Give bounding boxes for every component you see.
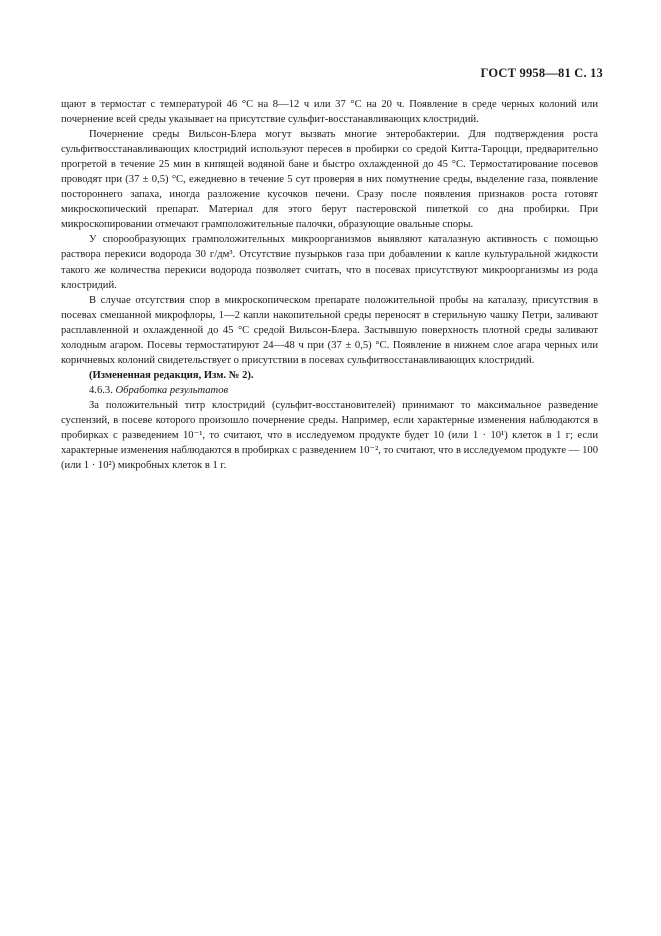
paragraph: Почернение среды Вильсон-Блера могут вызвать многие энтеробактерии. Для подтверждения роста сульфитвосстанавливающих клостридий используют пересев в пробирки со средой Китта-Тароцци, предварительно прогретой в течение 25 мин в кипящей водяной бане и быстро охлажденной до 45 °С. Термостатирование посевов проводят при (37 ± 0,5) °С, ежедневно в течение 5 сут проверяя в них помутнение среды, выделение газа, появление постороннего запаха, иногда разложение кусочков печени. Сразу после появления признаков роста готовят микроскопический препарат. Материал для этого берут пастеровской пипеткой со дна пробирки. При микроскопировании отмечают грамположительные палочки, образующие овальные споры. xyxy=(61,129,598,231)
section-heading xyxy=(61,383,598,398)
paragraph: В случае отсутствия спор в микроскопическом препарате положительной пробы на каталазу, присутствия в посевах смешанной микрофлоры, 1—2 капли накопительной среды переносят в стерильную чашку Петри, заливают расплавленной и охлажденной до 45 °С средой Вильсон-Блера. Застывшую поверхность плотной среды заливают холодным агаром. Посевы термостатируют 24—48 ч при (37 ± 0,5) °С. Появление в нижнем слое агара черных или коричневых колоний свидетельствует о присутствии в посевах сульфитвосстанавливающих клостридий. xyxy=(61,294,598,366)
document-body xyxy=(61,97,598,473)
paragraph: У спорообразующих грамположительных микроорганизмов выявляют каталазную активность с помощью раствора перекиси водорода 30 г/дм³. Отсутствие пузырьков газа при добавлении к капле культуральной жидкости такого же количества перекиси водорода позволяет считать, что в посевах присутствуют микроорганизмы из рода клостридий. xyxy=(61,234,598,291)
paragraph: щают в термостат с температурой 46 °С на 8—12 ч или 37 °С на 20 ч. Появление в среде черных колоний или почернение всей среды указывает на присутствие сульфит-восстанавливающих клостридий. xyxy=(61,99,598,126)
section-title: Обработка результатов xyxy=(115,384,229,396)
page-header: ГОСТ 9958—81 С. 13 xyxy=(480,66,603,80)
paragraph: За положительный титр клостридий (сульфит-восстановителей) принимают то максимальное разведение суспензий, в посеве которого произошло почернение среды. Например, если характерные изменения наблюдаются в пробирках с разведением 10⁻¹, то считают, что в исследуемом продукте будет 10 (или 1 · 10¹) клеток в 1 г; если характерные изменения наблюдаются в пробирках с разведением 10⁻², то считают, что в исследуемом продукте — 100 (или 1 · 10²) микробных клеток в 1 г. xyxy=(61,399,598,472)
amendment-note: (Измененная редакция, Изм. № 2). xyxy=(89,369,254,381)
section-number: 4.6.3. xyxy=(89,384,113,396)
